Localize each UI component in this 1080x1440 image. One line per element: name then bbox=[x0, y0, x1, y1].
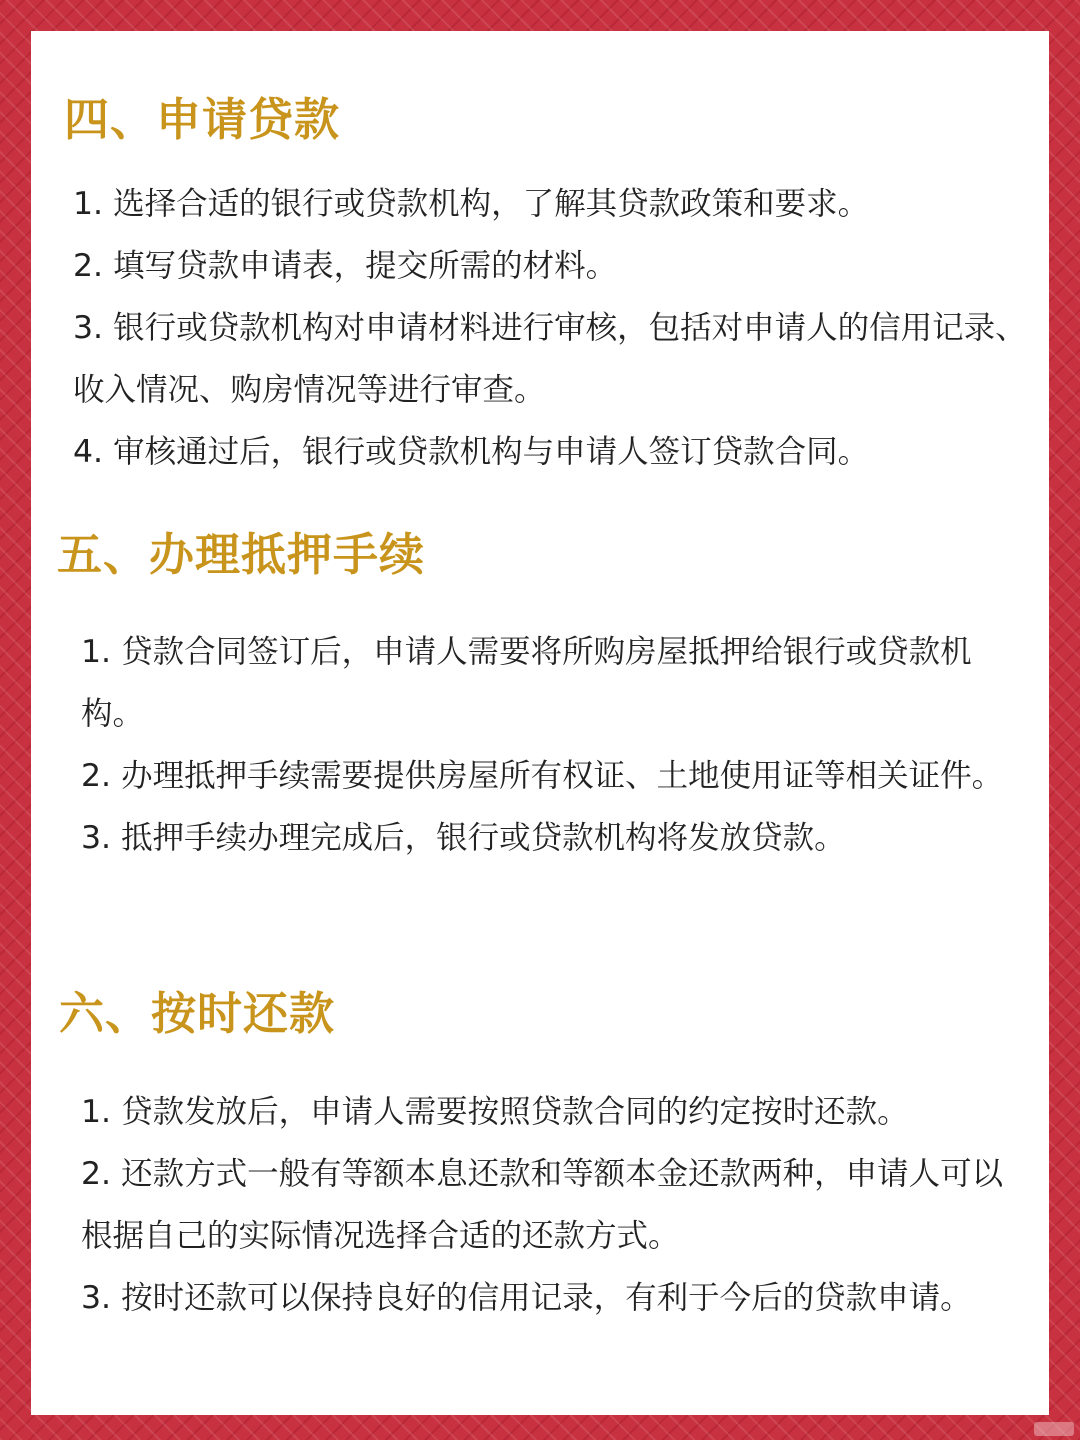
section-heading-repayment: 六、按时还款 bbox=[59, 987, 336, 1040]
list-item: 2. 填写贷款申请表，提交所需的材料。 bbox=[73, 248, 618, 284]
content-card bbox=[31, 31, 1049, 1415]
section-heading-mortgage: 五、办理抵押手续 bbox=[57, 528, 426, 581]
list-item: 1. 贷款合同签订后，申请人需要将所购房屋抵押给银行或贷款机构。 bbox=[81, 634, 972, 732]
list-item: 3. 抵押手续办理完成后，银行或贷款机构将发放贷款。 bbox=[81, 820, 846, 856]
list-item: 2. 还款方式一般有等额本息还款和等额本金还款两种，申请人可以根据自己的实际情况选择合适的还款方式。 bbox=[81, 1156, 1004, 1254]
list-item: 3. 银行或贷款机构对申请材料进行审核，包括对申请人的信用记录、收入情况、购房情况等进行审查。 bbox=[73, 310, 1027, 408]
section-heading-apply-loan: 四、申请贷款 bbox=[64, 93, 341, 146]
watermark-mark bbox=[1034, 1422, 1074, 1436]
mortgage-list bbox=[81, 621, 1015, 869]
list-item: 3. 按时还款可以保持良好的信用记录，有利于今后的贷款申请。 bbox=[81, 1280, 972, 1316]
list-item: 2. 办理抵押手续需要提供房屋所有权证、土地使用证等相关证件。 bbox=[81, 758, 1004, 794]
repayment-list bbox=[81, 1081, 1015, 1329]
apply-loan-list bbox=[73, 173, 1039, 483]
list-item: 1. 选择合适的银行或贷款机构，了解其贷款政策和要求。 bbox=[73, 186, 870, 222]
list-item: 1. 贷款发放后，申请人需要按照贷款合同的约定按时还款。 bbox=[81, 1094, 909, 1130]
list-item: 4. 审核通过后，银行或贷款机构与申请人签订贷款合同。 bbox=[73, 434, 870, 470]
